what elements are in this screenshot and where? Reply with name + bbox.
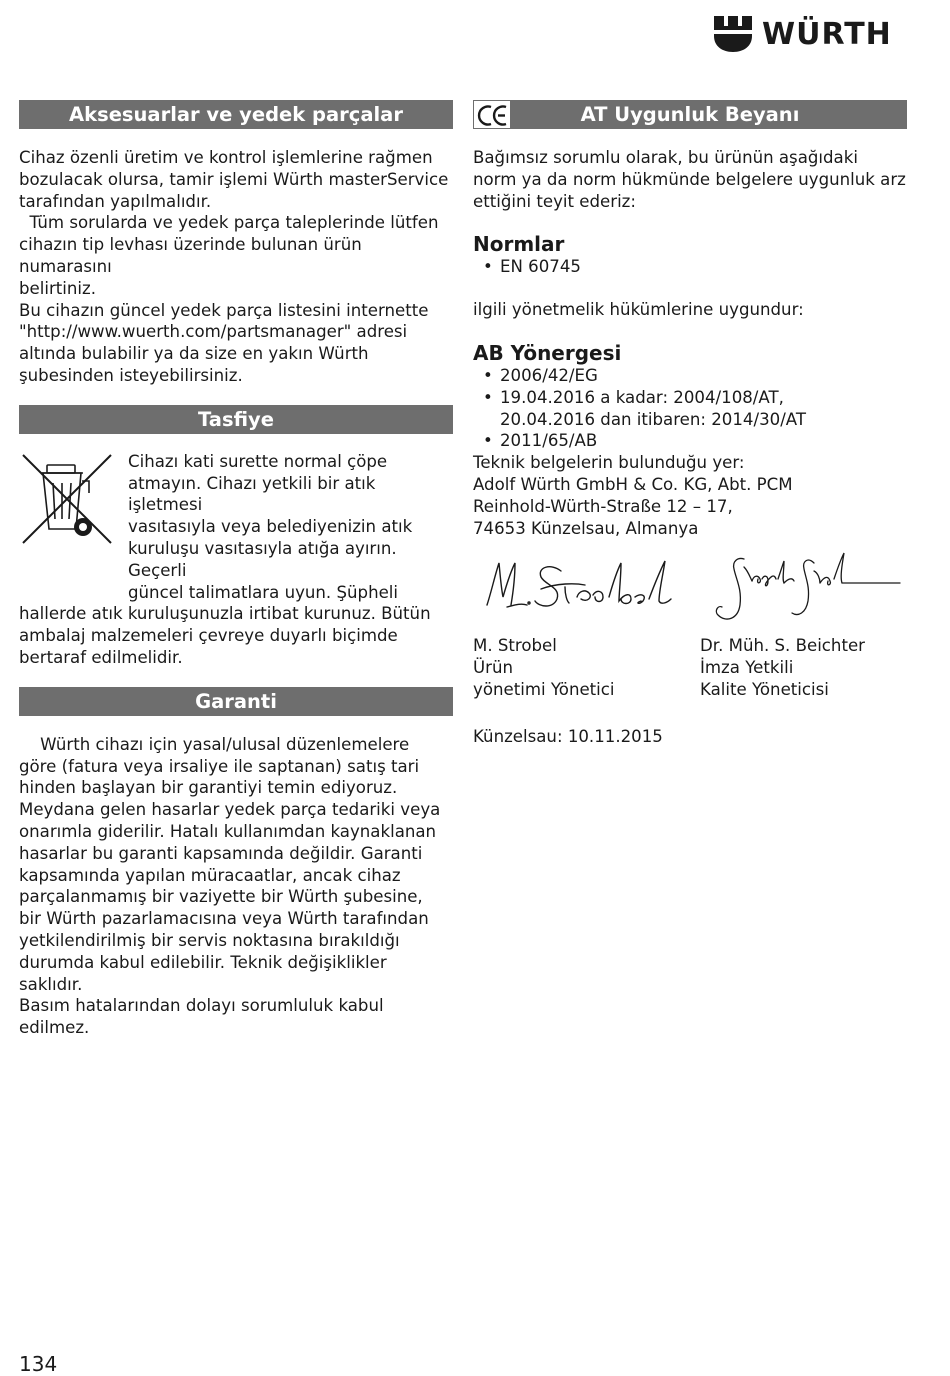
text-line: kuruluşu vasıtasıyla atığa ayırın. Geçerli (128, 538, 397, 580)
text-line: ambalaj malzemeleri çevreye duyarlı biçimde (19, 626, 398, 646)
text-line: Reinhold-Würth-Straße 12 – 17, (473, 496, 733, 516)
text-line: bir Würth pazarlamacısına veya Würth tarafından (19, 909, 429, 929)
right-column (473, 100, 907, 748)
crossed-out-wheelie-bin-icon (19, 451, 117, 549)
warranty-heading: Garanti (19, 687, 453, 716)
signer-names (473, 635, 907, 701)
page-number: 134 (19, 1352, 58, 1376)
text-line: şubesinden isteyebilirsiniz. (19, 365, 243, 385)
text-line: Basım hatalarından dolayı sorumluluk kabul edilmez. (19, 996, 384, 1038)
norms-heading: Normlar (473, 232, 565, 257)
signature-strobel (481, 553, 681, 625)
signer-name: M. Strobel (473, 636, 557, 656)
declaration-intro (473, 147, 907, 212)
signatures (473, 553, 907, 633)
signer-beichter (700, 635, 920, 700)
wurth-logo (712, 12, 912, 58)
text-line: Bu cihazın güncel yedek parça listesini internette (19, 300, 429, 320)
left-column (19, 100, 453, 1039)
text-line: vasıtasıyla veya belediyenizin atık (128, 517, 413, 537)
text-line: Meydana gelen hasarlar yedek parça tedariki veya (19, 800, 441, 820)
text-line: atmayın. Cihazı yetkili bir atık işletmesi (128, 473, 376, 515)
text-line: Cihaz özenli üretim ve kontrol işlemlerine rağmen (19, 148, 433, 167)
directive-heading: AB Yönergesi (473, 340, 622, 365)
disposal-block (19, 451, 453, 669)
text-line: altında bulabilir ya da size en yakın Würth (19, 344, 369, 364)
text-line: güncel talimatlara uyun. Şüpheli (128, 582, 399, 602)
list-item-line: 19.04.2016 a kadar: 2004/108/AT, (500, 387, 784, 407)
text-line: onarımla giderilir. Hatalı kullanımdan kaynaklanan (19, 821, 437, 841)
disposal-heading: Tasfiye (19, 405, 453, 434)
text-line: bertaraf edilmelidir. (19, 647, 183, 667)
signer-role: Kalite Yöneticisi (700, 679, 829, 699)
text-line: ettiğini teyit ederiz: (473, 191, 636, 211)
text-line: Teknik belgelerin bulunduğu yer: (473, 453, 745, 473)
text-line: belirtiniz. (19, 278, 97, 298)
text-line: göre (fatura veya irsaliye ile saptanan) satış tari (19, 756, 420, 776)
text-line: cihazın tip levhası üzerinde bulunan ürün numarasını (19, 235, 362, 276)
signer-name: Dr. Müh. S. Beichter (700, 636, 865, 656)
list-item-line: 20.04.2016 dan itibaren: 2014/30/AT (500, 409, 806, 429)
text-line: bozulacak olursa, tamir işlemi Würth masterService (19, 169, 449, 189)
signer-role: yönetimi Yönetici (473, 679, 615, 699)
declaration-heading (473, 100, 907, 129)
list-item (473, 387, 907, 431)
text-line: Adolf Würth GmbH & Co. KG, Abt. PCM (473, 474, 793, 494)
text-line: hasarlar bu garanti kapsamında değildir. Garanti (19, 843, 423, 863)
text-line: norm ya da norm hükmünde belgelere uygunluk arz (473, 169, 906, 189)
regulation-line: ilgili yönetmelik hükümlerine uygundur: (473, 300, 804, 320)
accessories-text (19, 147, 453, 387)
warranty-text (19, 734, 453, 1039)
text-line: Bağımsız sorumlu olarak, bu ürünün aşağıdaki (473, 148, 858, 167)
signer-role: Ürün (473, 658, 514, 678)
accessories-heading: Aksesuarlar ve yedek parçalar (19, 100, 453, 129)
text-line: Cihazı kati surette normal çöpe (128, 451, 388, 471)
text-line: hallerde atık kuruluşunuzla irtibat kurunuz. Bütün (19, 604, 431, 624)
signature-beichter (708, 549, 908, 629)
text-line: Tüm sorularda ve yedek parça taleplerinde lütfen (19, 213, 439, 233)
text-line: kapsamında yapılan müracaatlar, ancak cihaz (19, 865, 401, 885)
text-line: tarafından yapılmalıdır. (19, 191, 212, 211)
place-date: Künzelsau: 10.11.2015 (473, 727, 663, 747)
text-line: 74653 Künzelsau, Almanya (473, 518, 699, 538)
declaration-title: AT Uygunluk Beyanı (580, 103, 800, 126)
norms-list (473, 256, 907, 278)
ce-mark-icon (473, 100, 511, 129)
wurth-logo-text: WÜRTH (762, 17, 892, 52)
text-line: yetkilendirilmiş bir servis noktasına bırakıldığı (19, 930, 400, 950)
wurth-logo-mark-icon (712, 12, 754, 54)
list-item: • 2006/42/EG (473, 365, 907, 387)
directive-list (473, 365, 907, 452)
text-line: "http://www.wuerth.com/partsmanager" adresi (19, 322, 408, 342)
list-item: • EN 60745 (473, 256, 907, 278)
text-line: durumda kabul edilebilir. Teknik değişiklikler saklıdır. (19, 952, 387, 994)
text-line: parçalanmamış bir vaziyette bir Würth şubesine, (19, 887, 423, 907)
text-line: hinden başlayan bir garantiyi temin ediyoruz. (19, 778, 398, 798)
signer-role: İmza Yetkili (700, 658, 794, 678)
signer-strobel (473, 635, 693, 700)
technical-docs (473, 452, 907, 539)
list-item: • 2011/65/AB (473, 430, 907, 452)
text-line: Würth cihazı için yasal/ulusal düzenlemelere (19, 734, 410, 754)
